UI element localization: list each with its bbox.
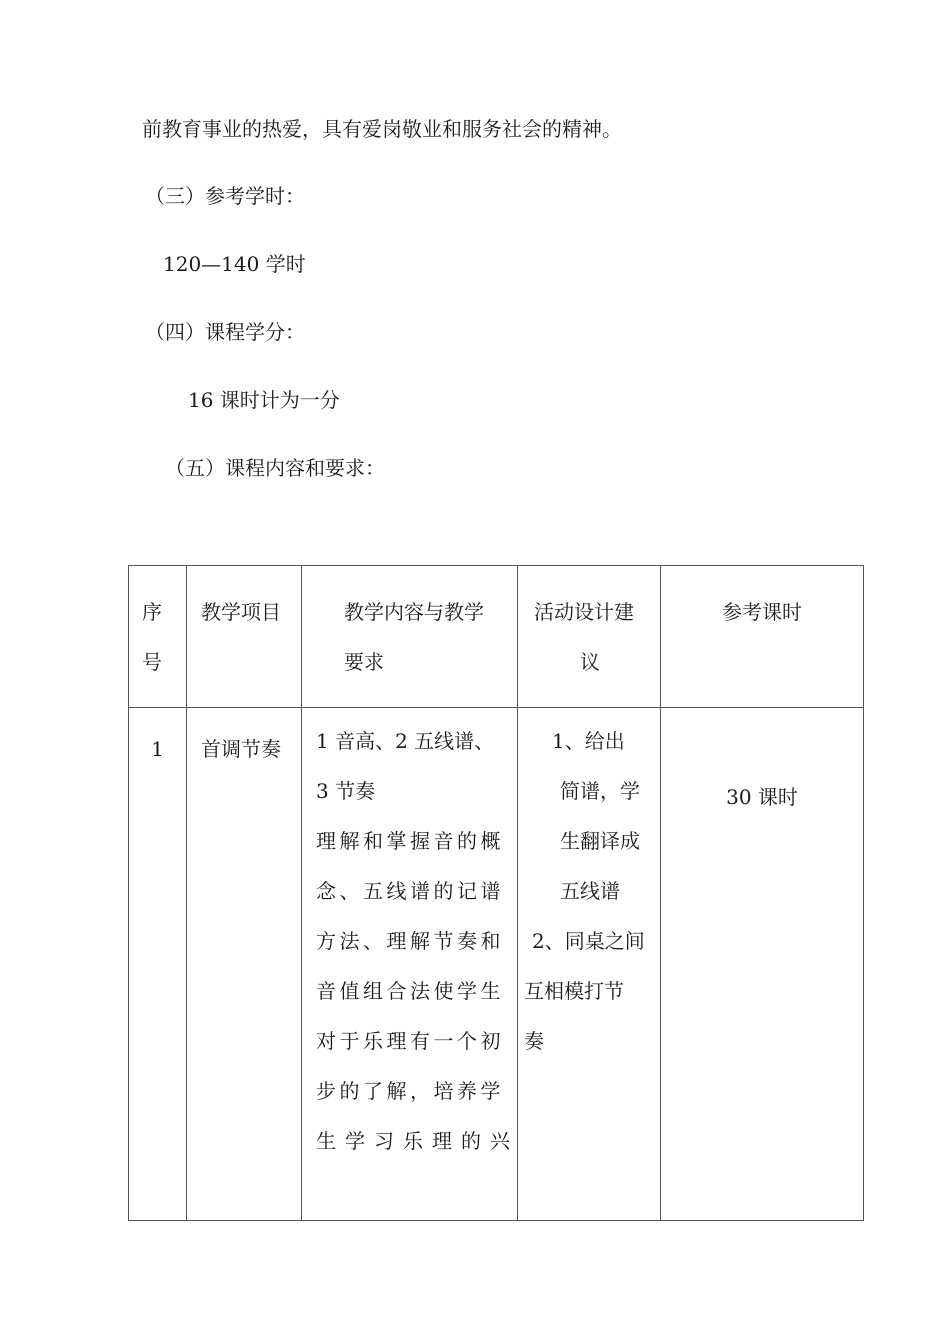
- row-reference-hours: 30 课时: [661, 708, 864, 1221]
- activity-line: 生翻译成: [560, 829, 640, 853]
- activity-line: 互相模打节: [524, 979, 624, 1003]
- table-row: [129, 708, 864, 1221]
- course-credits-value: 16 课时计为一分: [188, 388, 340, 412]
- content-line: 对于乐理有一个初: [316, 1029, 504, 1053]
- header-teaching-item: 教学项目: [187, 566, 302, 708]
- reference-hours-value: 120—140 学时: [163, 252, 306, 276]
- activity-line: 五线谱: [560, 879, 620, 903]
- content-line: 念、五线谱的记谱: [316, 879, 504, 903]
- content-line: 生学习乐理的兴: [316, 1129, 519, 1153]
- activity-line: 简谱，学: [560, 779, 640, 803]
- activity-line: 奏: [524, 1029, 544, 1053]
- course-content-table: [128, 565, 864, 1221]
- row-seq: 1: [129, 708, 187, 1221]
- content-line: 理解和掌握音的概: [316, 829, 504, 853]
- header-activity-line-2: 议: [580, 650, 600, 674]
- row-teaching-content: [302, 708, 518, 1221]
- paragraph-intro-continuation: 前教育事业的热爱，具有爱岗敬业和服务社会的精神。: [142, 117, 622, 141]
- row-teaching-item: 首调节奏: [187, 708, 302, 1221]
- activity-line: 2、同桌之间: [532, 929, 645, 953]
- content-line: 方法、理解节奏和: [316, 929, 504, 953]
- content-line: 音值组合法使学生: [316, 979, 504, 1003]
- header-seq-line-2: 号: [142, 650, 162, 674]
- header-content-line-1: 教学内容与教学: [344, 600, 484, 624]
- section-heading-course-content: （五）课程内容和要求：: [165, 456, 385, 480]
- header-seq-line-1: 序: [142, 600, 162, 624]
- content-line: 1 音高、2 五线谱、: [316, 729, 495, 753]
- content-line: 3 节奏: [316, 779, 376, 803]
- content-line: 步的了解，培养学: [316, 1079, 504, 1103]
- header-seq: [129, 566, 187, 708]
- header-teaching-content: [302, 566, 518, 708]
- header-reference-hours: 参考课时: [661, 566, 864, 708]
- row-activity-design: [518, 708, 661, 1221]
- section-heading-course-credits: （四）课程学分：: [145, 320, 305, 344]
- header-activity-design: [518, 566, 661, 708]
- header-activity-line-1: 活动设计建: [534, 600, 634, 624]
- section-heading-reference-hours: （三）参考学时：: [145, 184, 305, 208]
- header-content-line-2: 要求: [344, 650, 384, 674]
- activity-line: 1、给出: [552, 729, 625, 753]
- table-header-row: [129, 566, 864, 708]
